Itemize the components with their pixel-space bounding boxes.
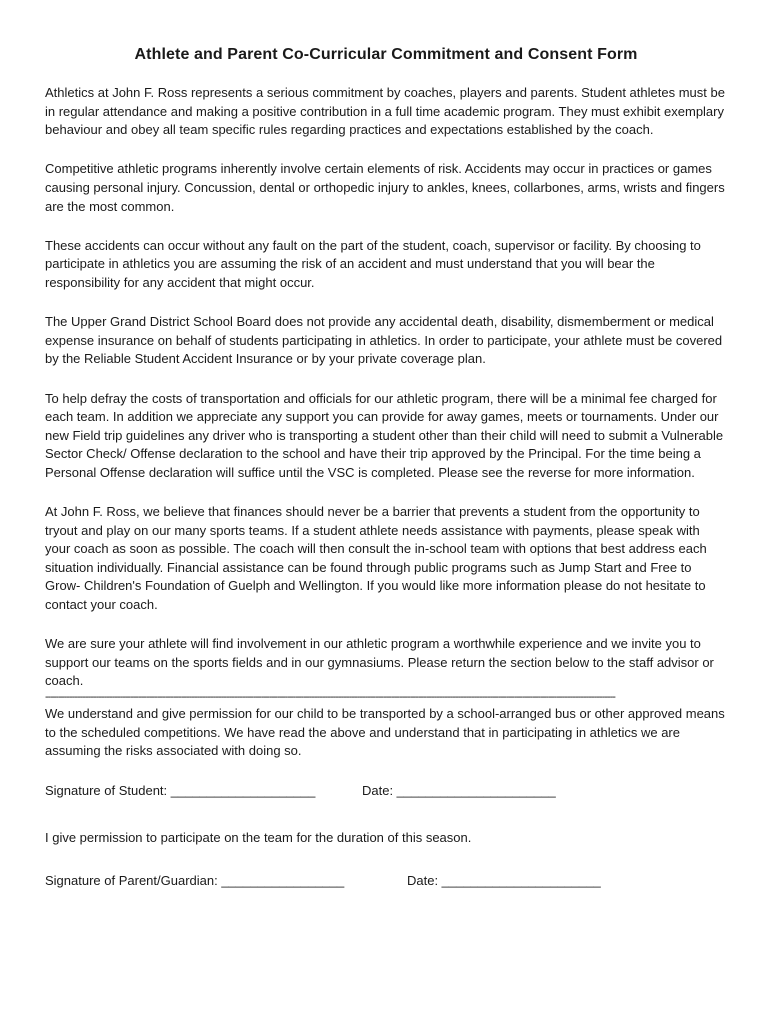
participation-permission: I give permission to participate on the team for the duration of this season.	[45, 829, 472, 845]
paragraph-responsibility: These accidents can occur without any fault on the part of the student, coach, supervisor or facility. By choosing to participate in athletics you are assuming the risk of an accident and must understand that you will bear the responsibility for any accident that might occur.	[45, 237, 701, 290]
paragraph-financial-assistance: At John F. Ross, we believe that finances should never be a barrier that prevents a student from the opportunity to tryout and play on our many sports teams. If a student athlete needs assistance with payments, please speak with your coach as soon as possible. The coach will then consult the in-school team with options that best address each situation individually. Financial assistance can be found through public programs such as Jump Start and Free to Grow- Children's Foundation of Guelph and Wellington. If you would like more information please do not hesitate to contact your coach.	[45, 504, 707, 613]
paragraph-risk: Competitive athletic programs inherently involve certain elements of risk. Accidents may occur in practices or games causing personal injury. Concussion, dental or orthopedic injury to ankles, knees, collarbones, arms, wrists and fingers are the most common.	[45, 161, 725, 214]
tear-off-separator: ----------------------------------------------------------------------------------------------------------------------------------------------------------------------------------------------------------------------	[45, 691, 615, 703]
parent-date-field[interactable]: Date: ______________________	[407, 872, 601, 888]
form-title: Athlete and Parent Co-Curricular Commitment and Consent Form	[134, 46, 638, 63]
student-signature-row	[45, 783, 727, 801]
parent-signature-row	[45, 873, 727, 891]
paragraph-closing: We are sure your athlete will find involvement in our athletic program a worthwhile experience and we invite you to support our teams on the sports fields and in our gymnasiums. Please return the section below to the staff advisor or coach.	[45, 636, 714, 689]
consent-statement: We understand and give permission for our child to be transported by a school-arranged bus or other approved means to the scheduled competitions. We have read the above and understand that in participating in athletics we are assuming the risks associated with doing so.	[45, 706, 725, 759]
paragraph-fees-transportation: To help defray the costs of transportation and officials for our athletic program, there will be a minimal fee charged for each team. In addition we appreciate any support you can provide for away games, meets or tournaments. Under our new Field trip guidelines any driver who is transporting a student other than their child will need to submit a Vulnerable Sector Check/ Offense declaration to the school and have their trip approved by the Principal. For the time being a Personal Offense declaration will suffice until the VSC is completed. Please see the reverse for more information.	[45, 390, 724, 480]
consent-form-page	[45, 46, 727, 891]
parent-signature-field[interactable]: Signature of Parent/Guardian: _________________	[45, 872, 345, 888]
paragraph-insurance: The Upper Grand District School Board does not provide any accidental death, disability, dismemberment or medical expense insurance on behalf of students participating in athletics. In order to participate, your athlete must be covered by the Reliable Student Accident Insurance or by your private coverage plan.	[45, 314, 723, 367]
student-signature-field[interactable]: Signature of Student: ____________________	[45, 782, 316, 798]
paragraph-commitment: Athletics at John F. Ross represents a serious commitment by coaches, players and parents. Student athletes must be in regular attendance and making a positive contribution in a full time academic program. They must exhibit exemplary behaviour and obey all team specific rules regarding practices and expectations established by the coach.	[45, 85, 725, 138]
student-date-field[interactable]: Date: ______________________	[362, 782, 556, 798]
